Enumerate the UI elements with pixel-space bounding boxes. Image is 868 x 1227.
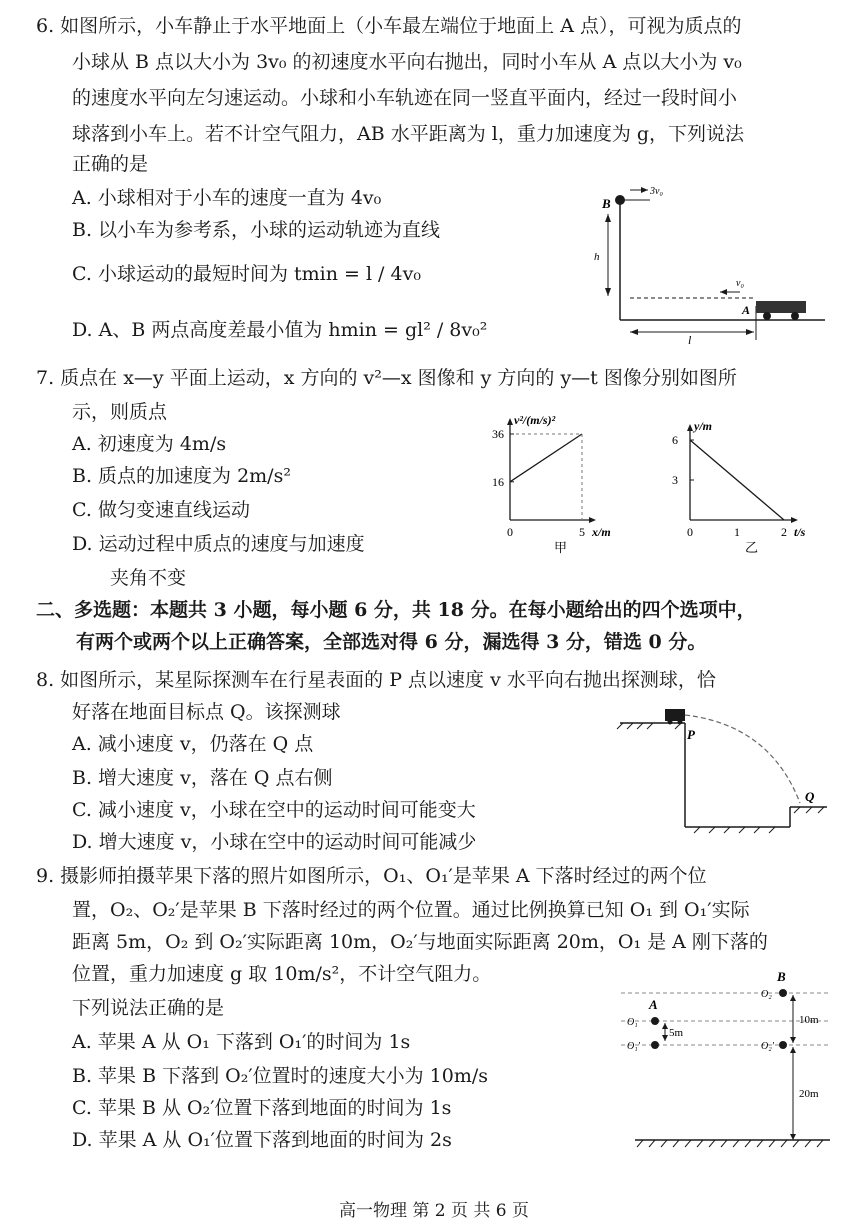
label-b: B — [777, 969, 786, 984]
label-o2p: O₂′ — [761, 1041, 774, 1052]
label-o1p: O₁′ — [627, 1041, 640, 1052]
q8-option-d: D. 增大速度 v，小球在空中的运动时间可能减少 — [72, 831, 477, 853]
label-h: h — [594, 251, 600, 263]
probe-rover — [665, 709, 685, 721]
q7-option-b: B. 质点的加速度为 2m/s² — [72, 465, 291, 487]
data-line — [510, 434, 582, 482]
q7-stem-1: 7. 质点在 x—y 平面上运动，x 方向的 v²—x 图像和 y 方向的 y—t 图像分别如图所 — [36, 367, 737, 389]
label-l: l — [688, 333, 692, 347]
q6-figure — [590, 180, 830, 350]
y-axis-arrow — [687, 424, 693, 431]
q7-chart-y-t — [666, 396, 826, 556]
label-a: A — [649, 997, 658, 1012]
y-tick-label: 36 — [492, 427, 504, 441]
q6-stem-5: 正确的是 — [72, 153, 149, 175]
q9-option-b: B. 苹果 B 下落到 O₂′位置时的速度大小为 10m/s — [72, 1065, 489, 1087]
x-tick-label: 0 — [687, 525, 693, 539]
label-v0: v₀ — [736, 278, 744, 289]
x-tick-label: 5 — [579, 525, 585, 539]
q8-option-b: B. 增大速度 v，落在 Q 点右侧 — [72, 767, 333, 789]
q9-stem-4: 位置，重力加速度 g 取 10m/s²，不计空气阻力。 — [72, 963, 492, 985]
apple-a-o1 — [651, 1017, 659, 1025]
chart-caption: 甲 — [554, 540, 568, 555]
page-footer: 高一物理 第 2 页 共 6 页 — [338, 1201, 530, 1221]
apple-a-o1p — [651, 1041, 659, 1049]
q9-option-d: D. 苹果 A 从 O₁′位置下落到地面的时间为 2s — [72, 1129, 452, 1151]
y-axis-label: v²/(m/s)² — [514, 413, 556, 427]
q8-option-a: A. 减小速度 v，仍落在 Q 点 — [72, 733, 314, 755]
q8-stem-2: 好落在地面目标点 Q。该探测球 — [72, 701, 341, 723]
q9-figure — [615, 965, 835, 1155]
apple-b-o2 — [779, 989, 787, 997]
q9-option-a: A. 苹果 A 从 O₁ 下落到 O₁′的时间为 1s — [72, 1031, 411, 1053]
y-axis-arrow — [507, 418, 513, 425]
label-p: P — [687, 727, 695, 742]
data-line — [690, 440, 784, 520]
y-tick-label: 6 — [672, 433, 678, 447]
q7-stem-2: 示，则质点 — [72, 401, 168, 423]
x-tick-label: 1 — [734, 525, 740, 539]
q8-figure — [615, 695, 830, 835]
q7-option-a: A. 初速度为 4m/s — [72, 433, 227, 455]
q7-option-c: C. 做匀变速直线运动 — [72, 499, 250, 521]
q6-option-d: D. A、B 两点高度差最小值为 hmin = gl² / 8v₀² — [72, 319, 488, 341]
label-10m: 10m — [799, 1014, 819, 1026]
section2-title-2: 有两个或两个以上正确答案，全部选对得 6 分，漏选得 3 分，错选 0 分。 — [76, 631, 707, 653]
q8-stem-1: 8. 如图所示，某星际探测车在行星表面的 P 点以速度 v 水平向右抛出探测球，恰 — [36, 669, 716, 691]
label-q: Q — [805, 789, 815, 804]
q6-stem-4: 球落到小车上。若不计空气阻力，AB 水平距离为 l，重力加速度为 g，下列说法 — [72, 123, 745, 145]
label-20m: 20m — [799, 1088, 819, 1100]
q9-stem-1: 9. 摄影师拍摄苹果下落的照片如图所示，O₁、O₁′是苹果 A 下落时经过的两个位 — [36, 865, 707, 887]
q8-option-c: C. 减小速度 v，小球在空中的运动时间可能变大 — [72, 799, 476, 821]
q7-option-d: D. 运动过程中质点的速度与加速度 — [72, 533, 365, 555]
q6-stem-1: 6. 如图所示，小车静止于水平地面上（小车最左端位于地面上 A 点），可视为质点的 — [36, 15, 742, 37]
x-tick-label: 0 — [507, 525, 513, 539]
label-b: B — [602, 196, 611, 211]
x-axis-label: t/s — [794, 525, 806, 539]
x-axis-label: x/m — [592, 525, 611, 539]
q9-stem-5: 下列说法正确的是 — [72, 997, 225, 1019]
q6-stem-3: 的速度水平向左匀速运动。小球和小车轨迹在同一竖直平面内，经过一段时间小 — [72, 87, 738, 109]
q6-stem-2: 小球从 B 点以大小为 3v₀ 的初速度水平向右抛出，同时小车从 A 点以大小为 v₀ — [72, 51, 742, 73]
label-3v0: 3v₀ — [650, 186, 663, 197]
apple-b-o2p — [779, 1041, 787, 1049]
y-axis-label: y/m — [694, 419, 712, 433]
chart-caption: 乙 — [745, 540, 759, 555]
x-axis-arrow — [589, 517, 596, 523]
ball — [615, 195, 625, 205]
q9-stem-3: 距离 5m，O₂ 到 O₂′实际距离 10m，O₂′与地面实际距离 20m，O₁ 是 A 刚下落的 — [72, 931, 768, 953]
x-tick-label: 2 — [781, 525, 787, 539]
q9-stem-2: 置，O₂、O₂′是苹果 B 下落时经过的两个位置。通过比例换算已知 O₁ 到 O₁′实际 — [72, 899, 750, 921]
q6-option-a: A. 小球相对于小车的速度一直为 4v₀ — [72, 187, 382, 209]
q6-option-c: C. 小球运动的最短时间为 tmin = l / 4v₀ — [72, 263, 421, 285]
q6-option-b: B. 以小车为参考系，小球的运动轨迹为直线 — [72, 219, 441, 241]
label-o1: O₁ — [627, 1017, 638, 1028]
section2-title-1: 二、多选题：本题共 3 小题，每小题 6 分，共 18 分。在每小题给出的四个选项中， — [36, 599, 756, 621]
label-5m: 5m — [669, 1027, 684, 1039]
label-a: A — [742, 303, 751, 317]
x-axis-arrow — [791, 517, 798, 523]
y-tick-label: 3 — [672, 473, 678, 487]
q9-option-c: C. 苹果 B 从 O₂′位置下落到地面的时间为 1s — [72, 1097, 452, 1119]
cart — [756, 301, 806, 313]
label-o2: O₂ — [761, 989, 772, 1000]
q7-chart-v2-x — [480, 396, 650, 556]
q7-option-d-cont: 夹角不变 — [110, 567, 187, 589]
y-tick-label: 16 — [492, 474, 504, 489]
